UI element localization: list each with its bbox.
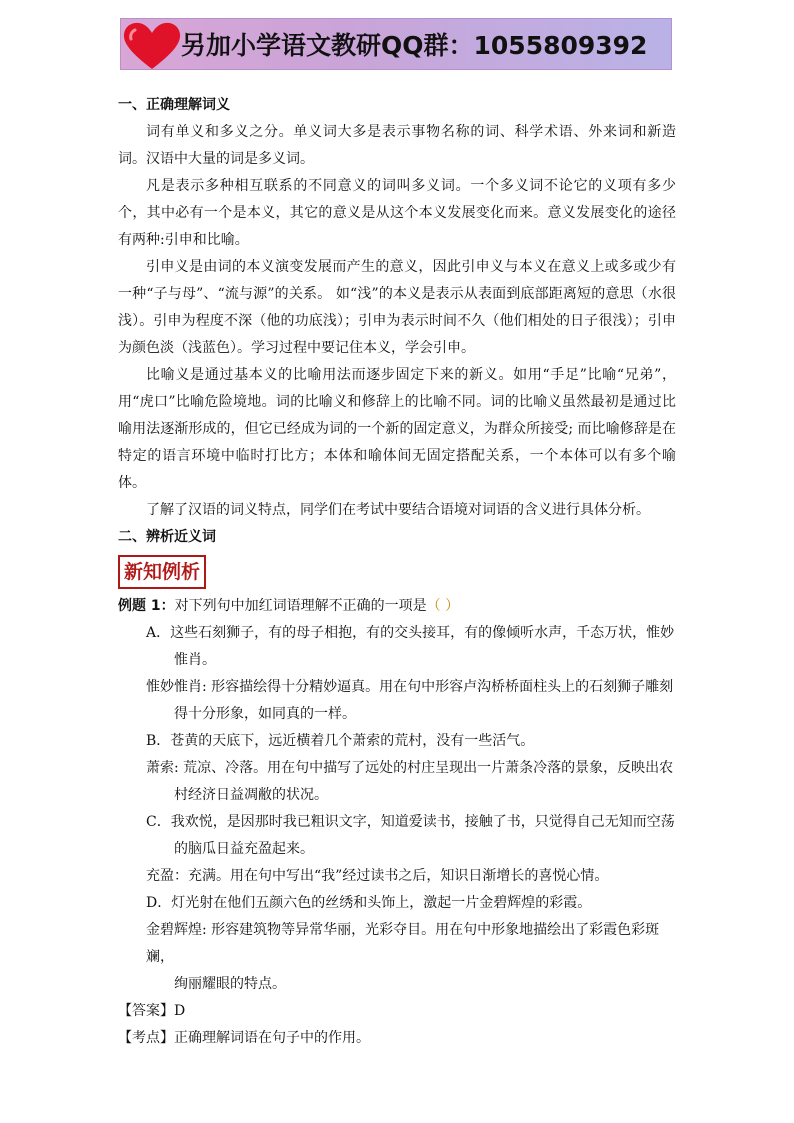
option-explanation: 惟妙惟肖: 形容描绘得十分精妙逼真。用在句中形容卢沟桥桥面柱头上的石刻狮子雕刻 得十分形象，如同真的一样。 xyxy=(146,679,674,722)
answer-paren: （ ） xyxy=(426,598,460,614)
option-explanation: 金碧辉煌: 形容建筑物等异常华丽，光彩夺目。用在句中形象地描绘出了彩霞色彩斑斓， 绚丽耀眼的特点。 xyxy=(146,922,660,992)
header-banner xyxy=(120,18,672,70)
paragraph: 比喻义是通过基本义的比喻用法而逐步固定下来的新义。如用“手足”比喻“兄弟”，用“虎口”比喻危险境地。词的比喻义和修辞上的比喻不同。词的比喻义虽然最初是通过比喻用法逐渐形成的，但它已经成为词的一个新的固定意义，为群众所接受; 而比喻修辞是在特定的语言环境中临时打比方；本体和喻体间无固定搭配关系，一个本体可以有多个喻体。 xyxy=(118,367,676,491)
heart-icon xyxy=(121,21,183,70)
document-body xyxy=(118,92,676,1052)
option-explanation: 萧索: 荒凉、冷落。用在句中描写了远处的村庄呈现出一片萧条冷落的景象，反映出农 村经济日益凋敝的状况。 xyxy=(146,760,674,803)
option-item: A．这些石刻狮子，有的母子相抱，有的交头接耳，有的像倾听水声，千态万状，惟妙 惟肖。 xyxy=(146,625,675,668)
answer-line: 【答案】D xyxy=(118,1003,186,1019)
option-item: B．苍黄的天底下，远近横着几个萧索的荒村，没有一些活气。 xyxy=(146,733,535,749)
section-heading-1: 一、正确理解词义 xyxy=(118,97,230,113)
section-tag: 新知例析 xyxy=(118,555,206,589)
paragraph: 了解了汉语的词义特点，同学们在考试中要结合语境对词语的含义进行具体分析。 xyxy=(146,502,650,518)
paragraph: 凡是表示多种相互联系的不同意义的词叫多义词。一个多义词不论它的义项有多少个，其中必有一个是本义，其它的意义是从这个本义发展变化而来。意义发展变化的途径有两种:引申和比喻。 xyxy=(118,178,676,248)
paragraph: 词有单义和多义之分。单义词大多是表示事物名称的词、科学术语、外来词和新造词。汉语中大量的词是多义词。 xyxy=(118,124,676,167)
option-item: D．灯光射在他们五颜六色的丝绣和头饰上，激起一片金碧辉煌的彩霞。 xyxy=(146,895,592,911)
knowledge-point-line: 【考点】正确理解词语在句子中的作用。 xyxy=(118,1030,370,1046)
paragraph: 引申义是由词的本义演变发展而产生的意义，因此引申义与本义在意义上或多或少有一种“子与母”、“流与源”的关系。 如“浅”的本义是表示从表面到底部距离短的意思（水很浅）。引申为程度不深（他的功底浅）；引申为表示时间不久（他们相处的日子很浅）；引申为颜色淡（浅蓝色）。学习过程中要记住本义，学会引申。 xyxy=(118,259,676,356)
example-question xyxy=(118,593,676,620)
section-heading-2: 二、辨析近义词 xyxy=(118,529,216,545)
banner-text: 另加小学语文教研QQ群：1055809392 xyxy=(181,31,648,60)
example-question-text: 对下列句中加红词语理解不正确的一项是 xyxy=(174,598,427,614)
option-explanation: 充盈：充满。用在句中写出“我”经过读书之后，知识日渐增长的喜悦心情。 xyxy=(146,868,609,884)
example-label: 例题 1： xyxy=(118,598,175,614)
option-item: C．我欢悦，是因那时我已粗识文字，知道爱读书，接触了书，只觉得自己无知而空荡 的脑瓜日益充盈起来。 xyxy=(146,814,675,857)
